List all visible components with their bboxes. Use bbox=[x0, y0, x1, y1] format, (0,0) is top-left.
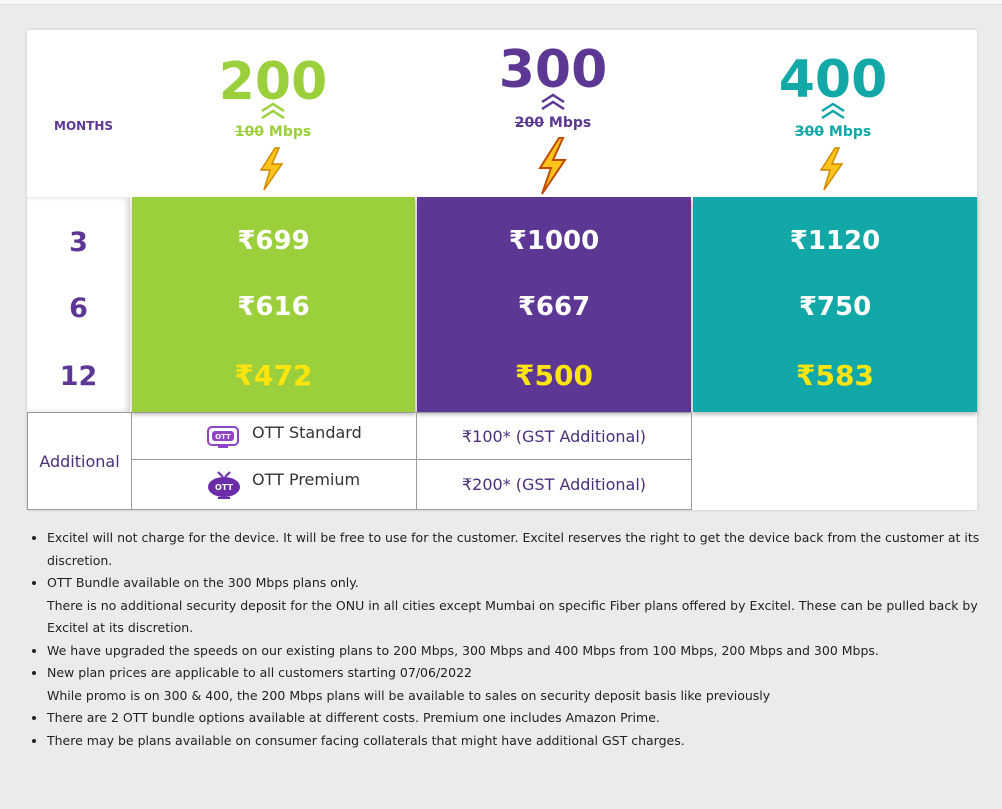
lightning-icon bbox=[533, 136, 573, 196]
note-item: • New plan prices are applicable to all customers starting 07/06/2022 While promo is on 300 & 400, the 200 Mbps plans will be available to sales on security deposit basis like previously bbox=[47, 662, 997, 707]
chevron-up-icon bbox=[813, 102, 853, 124]
term-3-months: 3 bbox=[69, 227, 88, 258]
plan-300-prices bbox=[417, 197, 691, 412]
price-400-3m: ₹1120 bbox=[789, 226, 881, 256]
note-item: • There may be plans available on consumer facing collaterals that might have additional GST charges. bbox=[47, 730, 997, 753]
note-item: • Excitel will not charge for the device. It will be free to use for the customer. Excitel reserves the right to get the device back from the customer at its discretion. bbox=[47, 527, 997, 572]
additional-label: Additional bbox=[27, 412, 132, 510]
price-300-3m: ₹1000 bbox=[508, 226, 600, 256]
plan-400-speed: 300 Mbps bbox=[794, 124, 872, 140]
note-subtext: There is no additional security deposit for the ONU in all cities except Mumbai on specific Fiber plans offered by Excitel. These can be pulled back by Excitel at its discretion. bbox=[47, 597, 978, 635]
plan-300-title: 300 bbox=[498, 40, 608, 100]
note-subtext: While promo is on 300 & 400, the 200 Mbps plans will be available to sales on security deposit basis like previously bbox=[47, 687, 771, 703]
note-item: • There are 2 OTT bundle options available at different costs. Premium one includes Amazon Prime. bbox=[47, 707, 997, 730]
ott-premium-price: ₹200* (GST Additional) bbox=[416, 459, 692, 510]
svg-text:OTT: OTT bbox=[215, 433, 231, 441]
plan-200-prices bbox=[132, 197, 415, 412]
lightning-icon bbox=[815, 146, 855, 194]
lightning-icon bbox=[255, 146, 295, 194]
chevron-up-icon bbox=[533, 93, 573, 115]
ott-standard-cell bbox=[131, 412, 417, 460]
price-400-6m: ₹750 bbox=[798, 292, 872, 322]
top-bar bbox=[0, 0, 1002, 5]
price-200-12m: ₹472 bbox=[234, 359, 313, 392]
ott-standard-price: ₹100* (GST Additional) bbox=[416, 412, 692, 460]
ott-standard-label: OTT Standard bbox=[252, 422, 362, 442]
plan-400-prices bbox=[693, 197, 977, 412]
chevron-up-icon bbox=[253, 102, 293, 124]
svg-text:OTT: OTT bbox=[215, 482, 233, 492]
months-label: MONTHS bbox=[54, 119, 114, 133]
tv-icon bbox=[206, 470, 242, 500]
note-item: • We have upgraded the speeds on our existing plans to 200 Mbps, 300 Mbps and 400 Mbps from 100 Mbps, 200 Mbps and 300 Mbps. bbox=[47, 640, 997, 663]
notes-list bbox=[29, 527, 997, 752]
price-300-6m: ₹667 bbox=[517, 292, 591, 322]
plan-400-title: 400 bbox=[778, 50, 888, 110]
plan-200-title: 200 bbox=[218, 52, 328, 112]
term-12-months: 12 bbox=[59, 361, 98, 392]
plan-200-speed: 100 Mbps bbox=[234, 124, 312, 140]
ott-premium-cell bbox=[131, 459, 417, 510]
price-200-3m: ₹699 bbox=[237, 226, 310, 256]
term-6-months: 6 bbox=[69, 293, 88, 324]
ott-premium-label: OTT Premium bbox=[252, 470, 361, 489]
price-300-12m: ₹500 bbox=[515, 359, 593, 392]
price-400-12m: ₹583 bbox=[796, 359, 874, 392]
note-item: • OTT Bundle available on the 300 Mbps plans only. There is no additional security deposit for the ONU in all cities except Mumbai on specific Fiber plans offered by Excitel. These can be pulled back by Excitel at its discretion. bbox=[47, 572, 997, 640]
pricing-card bbox=[27, 30, 977, 510]
tv-icon bbox=[206, 423, 242, 449]
price-200-6m: ₹616 bbox=[237, 292, 310, 322]
plan-300-speed: 200 Mbps bbox=[514, 115, 592, 131]
